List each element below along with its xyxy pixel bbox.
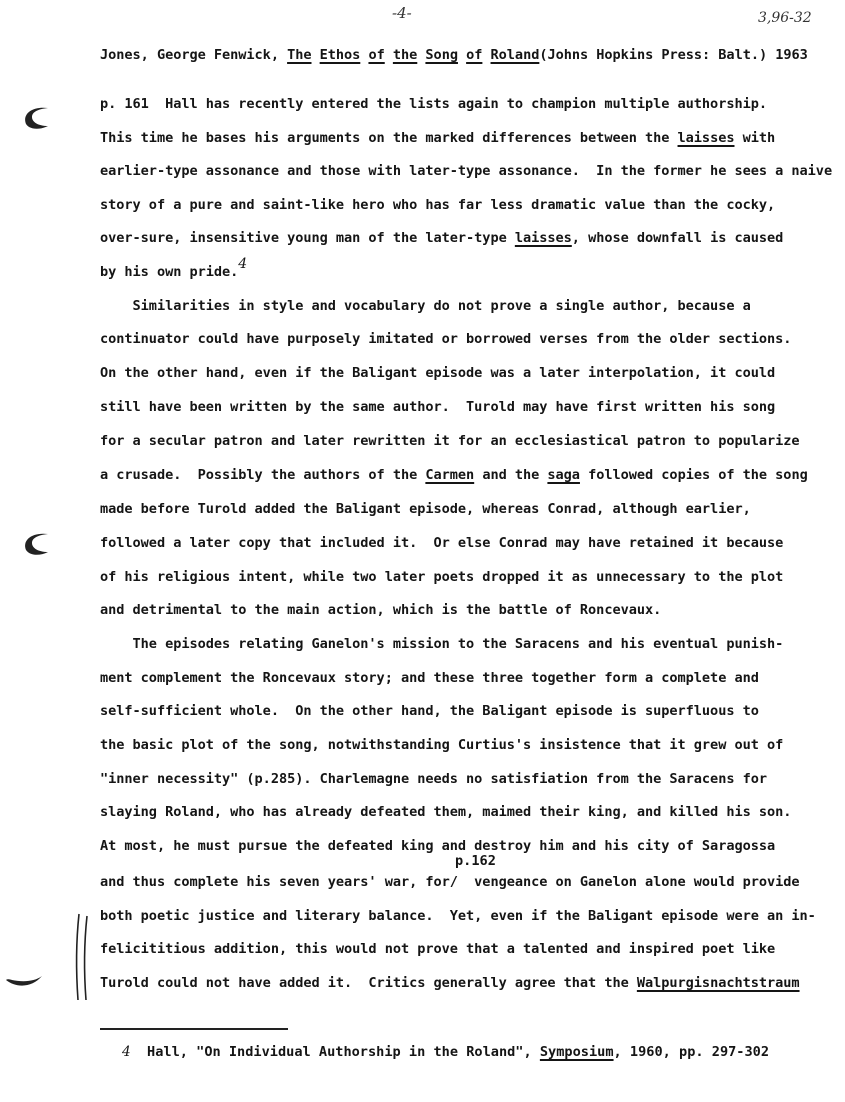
text-line: earlier-type assonance and those with later-type assonance. In the former he sees a naive [100,163,833,179]
citation-title-word: Song [425,47,458,63]
text-line: and detrimental to the main action, which is the battle of Roncevaux. [100,602,662,618]
text-span: Hall, "On Individual Authorship in the Roland", [130,1044,540,1060]
text-line: made before Turold added the Baligant episode, whereas Conrad, although earlier, [100,501,751,517]
text-line: for a secular patron and later rewritten it for an ecclesiastical patron to popularize [100,433,800,449]
text-span: Turold could not have added it. Critics generally agree that the [100,975,637,991]
archive-number: 3,96-32 [758,10,812,26]
underlined-term: Carmen [425,467,475,483]
page-number: -4- [392,4,412,22]
text-line [100,229,783,247]
underlined-term: Symposium [539,1044,614,1060]
text-line [100,129,775,147]
citation-author: Jones, George Fenwick, [100,47,288,63]
text-line: Similarities in style and vocabulary do not prove a single author, because a [100,298,751,314]
text-line: continuator could have purposely imitated or borrowed verses from the older sections. [100,331,792,347]
citation-publisher: (Johns Hopkins Press: Balt.) 1963 [539,47,808,63]
text-line: On the other hand, even if the Baligant episode was a later interpolation, it could [100,365,776,381]
footnote-marker: 4 [238,256,248,272]
footnote-number: 4 [122,1044,131,1060]
text-span: with [734,130,776,146]
citation-title-word: of [368,47,385,63]
text-line: At most, he must pursue the defeated king and destroy him and his city of Saragossa [100,838,776,854]
citation-line [100,46,808,64]
text-span: This time he bases his arguments on the marked differences between the [100,130,678,146]
text-line: felicititious addition, this would not prove that a talented and inspired poet like [100,941,776,957]
text-line: followed a later copy that included it. Or else Conrad may have retained it because [100,535,784,551]
text-line: slaying Roland, who has already defeated them, maimed their king, and killed his son. [100,804,792,820]
text-span: over-sure, insensitive young man of the later-type [100,230,515,246]
margin-bars-mark [72,912,92,1002]
underlined-term: Walpurgisnachtstraum [636,975,800,991]
text-span: a crusade. Possibly the authors of the [100,467,426,483]
text-line: ment complement the Roncevaux story; and these three together form a complete and [100,670,759,686]
text-line: The episodes relating Ganelon's mission to the Saracens and his eventual punish- [100,636,784,652]
text-line [100,256,248,281]
citation-title-word: The [287,47,312,63]
citation-title-word: Roland [490,47,540,63]
text-line: the basic plot of the song, notwithstanding Curtius's insistence that it grew out of [100,737,784,753]
text-line: of his religious intent, while two later poets dropped it as unnecessary to the plot [100,569,784,585]
text-line: both poetic justice and literary balance. Yet, even if the Baligant episode were an in- [100,908,816,924]
text-line: story of a pure and saint-like hero who has far less dramatic value than the cocky, [100,197,776,213]
punch-hole-mark-middle [18,530,50,558]
text-line: still have been written by the same author. Turold may have first written his song [100,399,776,415]
text-span: and the [474,467,548,483]
underlined-term: laisses [514,230,572,246]
text-span: followed copies of the song [579,467,808,483]
text-span: by his own pride. [100,264,239,280]
text-line: "inner necessity" (p.285). Charlemagne needs no satisfiation from the Saracens for [100,771,767,787]
footnote [122,1044,769,1060]
text-line: p. 161 Hall has recently entered the lists again to champion multiple authorship. [100,96,767,112]
text-line [100,974,800,992]
citation-title-word: of [466,47,483,63]
citation-title-word: Ethos [319,47,361,63]
text-line: and thus complete his seven years' war, for/ vengeance on Ganelon alone would provide [100,874,800,890]
text-span: , whose downfall is caused [571,230,784,246]
underlined-term: laisses [677,130,735,146]
punch-hole-mark-top [18,104,50,132]
interlinear-page-ref: p.162 [455,853,496,869]
underlined-term: saga [547,467,580,483]
text-line: self-sufficient whole. On the other hand, the Baligant episode is superfluous to [100,703,759,719]
punch-hole-mark-bottom [4,970,44,992]
footnote-rule [100,1028,288,1030]
text-span: , 1960, pp. 297-302 [613,1044,770,1060]
text-line [100,466,808,484]
citation-title-word: the [392,47,418,63]
